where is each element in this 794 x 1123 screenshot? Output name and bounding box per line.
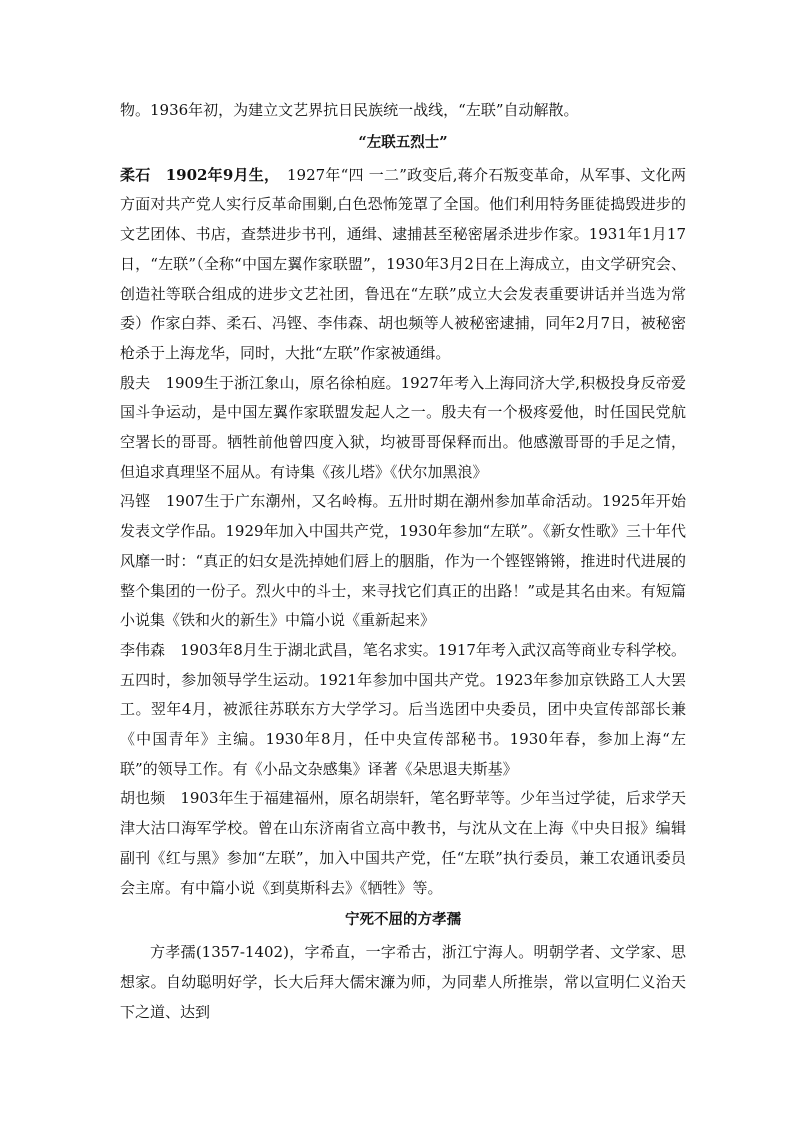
entry-text: 1909生于浙江象山，原名徐柏庭。1927年考入上海同济大学,积极投身反帝爱国斗争运动，是中国左翼作家联盟发起人之一。殷夫有一个极疼爱他，时任国民党航空署长的哥哥。牺牲前他曾四度入狱，均被哥哥保释而出。他感激哥哥的手足之情，但追求真理坚不屈从。有诗集《孩儿塔》《伏尔加黑浪》 xyxy=(120,373,686,481)
section-title-left-league-martyrs: “左联五烈士” xyxy=(358,133,448,151)
entry-li-weisen xyxy=(120,636,686,785)
document-page xyxy=(120,96,686,1027)
entry-name: 胡也频 xyxy=(120,789,166,808)
entry-name: 柔石 xyxy=(120,165,151,184)
entry-rou-shi xyxy=(120,161,686,369)
entry-name: 殷夫 xyxy=(120,373,151,392)
fang-xiaoru-paragraph: 方孝孺(1357-1402)，字希直，一字希古，浙江宁海人。明朝学者、文学家、思想家。自幼聪明好学，长大后拜大儒宋濂为师，为同辈人所推崇，常以宣明仁义治天下之道、达到 xyxy=(120,943,686,1021)
entry-name: 冯铿 xyxy=(120,492,151,511)
entry-yin-fu xyxy=(120,369,686,488)
entry-birth: 1902年9月生， xyxy=(150,165,272,184)
entry-text: 1903年8月生于湖北武昌，笔名求实。1917年考入武汉高等商业专科学校。五四时，参加领导学生运动。1921年参加中国共产党。1923年参加京铁路工人大罢工。翌年4月，被派往苏联东方大学学习。后当选团中央委员，团中央宣传部部长兼《中国青年》主编。1930年8月，任中央宣传部秘书。1930年春，参加上海“左联”的领导工作。有《小品文杂感集》译著《朵思退夫斯基》 xyxy=(120,640,686,778)
entry-feng-keng xyxy=(120,487,686,636)
entry-text: 1927年“四 一二”政变后,蒋介石叛变革命，从军事、文化两方面对共产党人实行反革命围剿,白色恐怖笼罩了全国。他们利用特务匪徒捣毁进步的文艺团体、书店，查禁进步书刊，通缉、逮捕甚至秘密屠杀进步作家。1931年1月17日，“左联”（全称“中国左翼作家联盟”，1930年3月2日在上海成立，由文学研究会、创造社等联合组成的进步文艺社团，鲁迅在“左联”成立大会发表重要讲话并当选为常委）作家白莽、柔石、冯铿、李伟森、胡也频等人被秘密逮捕，同年2月7日，被秘密枪杀于上海龙华，同时，大批“左联”作家被通缉。 xyxy=(120,165,686,362)
entry-text: 1907生于广东潮州，又名岭梅。五卅时期在潮州参加革命活动。1925年开始发表文学作品。1929年加入中国共产党，1930年参加“左联”。《新女性歌》三十年代风靡一时：“真正的妇女是洗掉她们唇上的胭脂，作为一个铿铿锵锵，推进时代进展的整个集团的一份子。烈火中的斗士，来寻找它们真正的出路！”或是其名由来。有短篇小说集《铁和火的新生》中篇小说《重新起来》 xyxy=(120,492,686,630)
intro-paragraph: 物。1936年初，为建立文艺界抗日民族统一战线，“左联”自动解散。 xyxy=(120,101,579,119)
entry-hu-yepin xyxy=(120,784,686,903)
entry-name: 李伟森 xyxy=(120,640,166,659)
section-title-fang-xiaoru: 宁死不屈的方孝孺 xyxy=(345,911,461,929)
entry-text: 1903年生于福建福州，原名胡崇轩，笔名野苹等。少年当过学徒，后求学天津大沽口海军学校。曾在山东济南省立高中教书，与沈从文在上海《中央日报》编辑副刊《红与黑》参加“左联”，加入中国共产党，任“左联”执行委员，兼工农通讯委员会主席。有中篇小说《到莫斯科去》《牺牲》等。 xyxy=(120,789,686,897)
